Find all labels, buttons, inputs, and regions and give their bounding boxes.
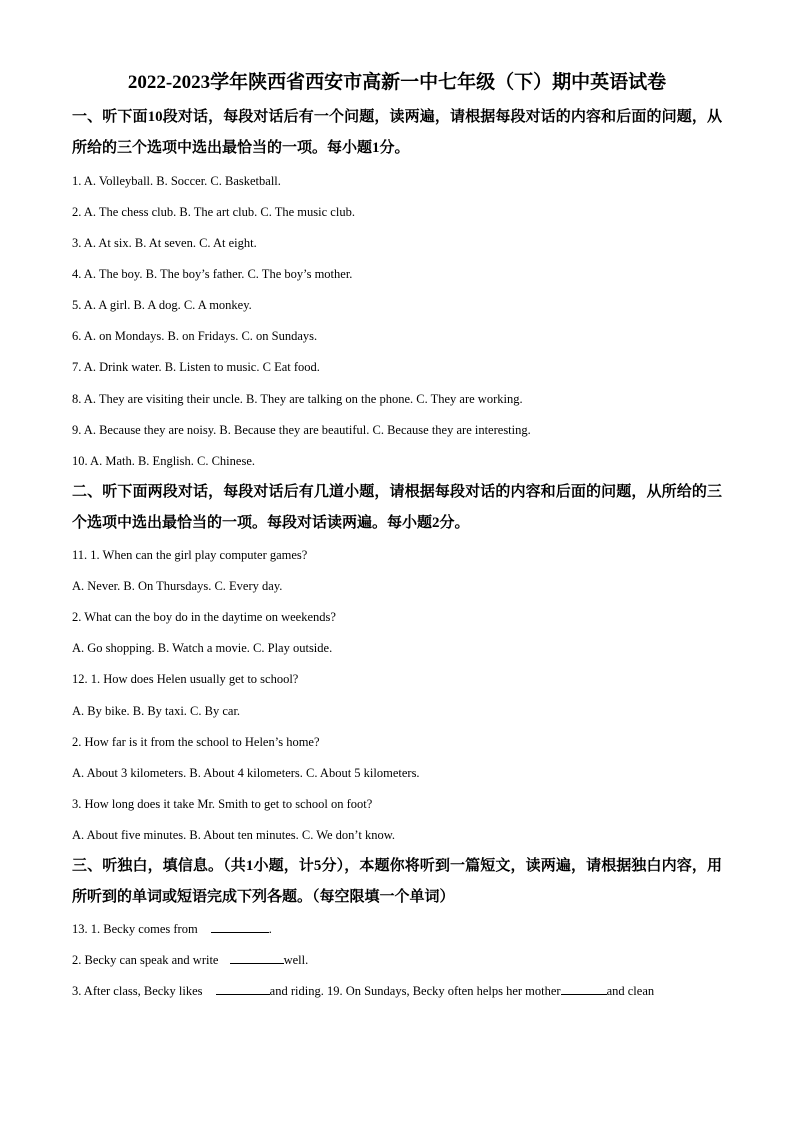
question-12-2: 2. How far is it from the school to Helen’s home? xyxy=(72,735,320,749)
question-13-2 xyxy=(72,951,308,969)
section-3-heading: 三、听独白，填信息。（共1小题，计5分），本题你将听到一篇短文，读两遍，请根据独白内容，用所听到的单词或短语完成下列各题。（每空限填一个单词） xyxy=(72,858,722,905)
question-12-1: 12. 1. How does Helen usually get to school? xyxy=(72,672,299,686)
question-11-2: 2. What can the boy do in the daytime on weekends? xyxy=(72,610,336,624)
question-8: 8. A. They are visiting their uncle. B. They are talking on the phone. C. They are working. xyxy=(72,392,523,406)
question-5: 5. A. A girl. B. A dog. C. A monkey. xyxy=(72,298,252,312)
question-13-1 xyxy=(72,920,272,938)
answer-blank-2[interactable] xyxy=(230,951,284,964)
question-11-1: 11. 1. When can the girl play computer games? xyxy=(72,548,308,562)
question-12-1-options: A. By bike. B. By taxi. C. By car. xyxy=(72,704,241,718)
answer-blank-1[interactable] xyxy=(211,920,269,933)
question-13-3-middle: and riding. 19. On Sundays, Becky often helps her mother xyxy=(269,984,561,998)
page-title: 2022-2023学年陕西省西安市高新一中七年级（下）期中英语试卷 xyxy=(127,72,667,93)
section-2-heading: 二、听下面两段对话，每段对话后有几道小题，请根据每段对话的内容和后面的问题，从所给的三个选项中选出最恰当的一项。每段对话读两遍。每小题2分。 xyxy=(72,484,722,531)
answer-blank-4[interactable] xyxy=(561,982,607,995)
section-1-heading: 一、听下面10段对话，每段对话后有一个问题，读两遍，请根据每段对话的内容和后面的问题，从所给的三个选项中选出最恰当的一项。每小题1分。 xyxy=(72,109,722,156)
question-7: 7. A. Drink water. B. Listen to music. C Eat food. xyxy=(72,360,320,374)
question-13-1-end: . xyxy=(268,922,272,936)
question-12-3: 3. How long does it take Mr. Smith to get to school on foot? xyxy=(72,797,373,811)
question-13-3-end: and clean xyxy=(606,984,655,998)
question-12-2-options: A. About 3 kilometers. B. About 4 kilometers. C. About 5 kilometers. xyxy=(72,766,420,780)
question-13-2-end: well. xyxy=(283,953,309,967)
question-1: 1. A. Volleyball. B. Soccer. C. Basketball. xyxy=(72,174,281,188)
question-10: 10. A. Math. B. English. C. Chinese. xyxy=(72,454,255,468)
question-2: 2. A. The chess club. B. The art club. C. The music club. xyxy=(72,205,355,219)
question-12-3-options: A. About five minutes. B. About ten minutes. C. We don’t know. xyxy=(72,828,396,842)
question-13-3-text: 3. After class, Becky likes xyxy=(72,984,203,998)
question-6: 6. A. on Mondays. B. on Fridays. C. on Sundays. xyxy=(72,329,318,343)
question-13-3 xyxy=(72,982,654,1000)
question-3: 3. A. At six. B. At seven. C. At eight. xyxy=(72,236,257,250)
question-13-1-text: 13. 1. Becky comes from xyxy=(72,922,198,936)
question-11-2-options: A. Go shopping. B. Watch a movie. C. Play outside. xyxy=(72,641,333,655)
question-11-1-options: A. Never. B. On Thursdays. C. Every day. xyxy=(72,579,283,593)
question-9: 9. A. Because they are noisy. B. Because they are beautiful. C. Because they are interesting. xyxy=(72,423,531,437)
answer-blank-3[interactable] xyxy=(216,982,270,995)
question-4: 4. A. The boy. B. The boy’s father. C. The boy’s mother. xyxy=(72,267,353,281)
question-13-2-text: 2. Becky can speak and write xyxy=(72,953,219,967)
